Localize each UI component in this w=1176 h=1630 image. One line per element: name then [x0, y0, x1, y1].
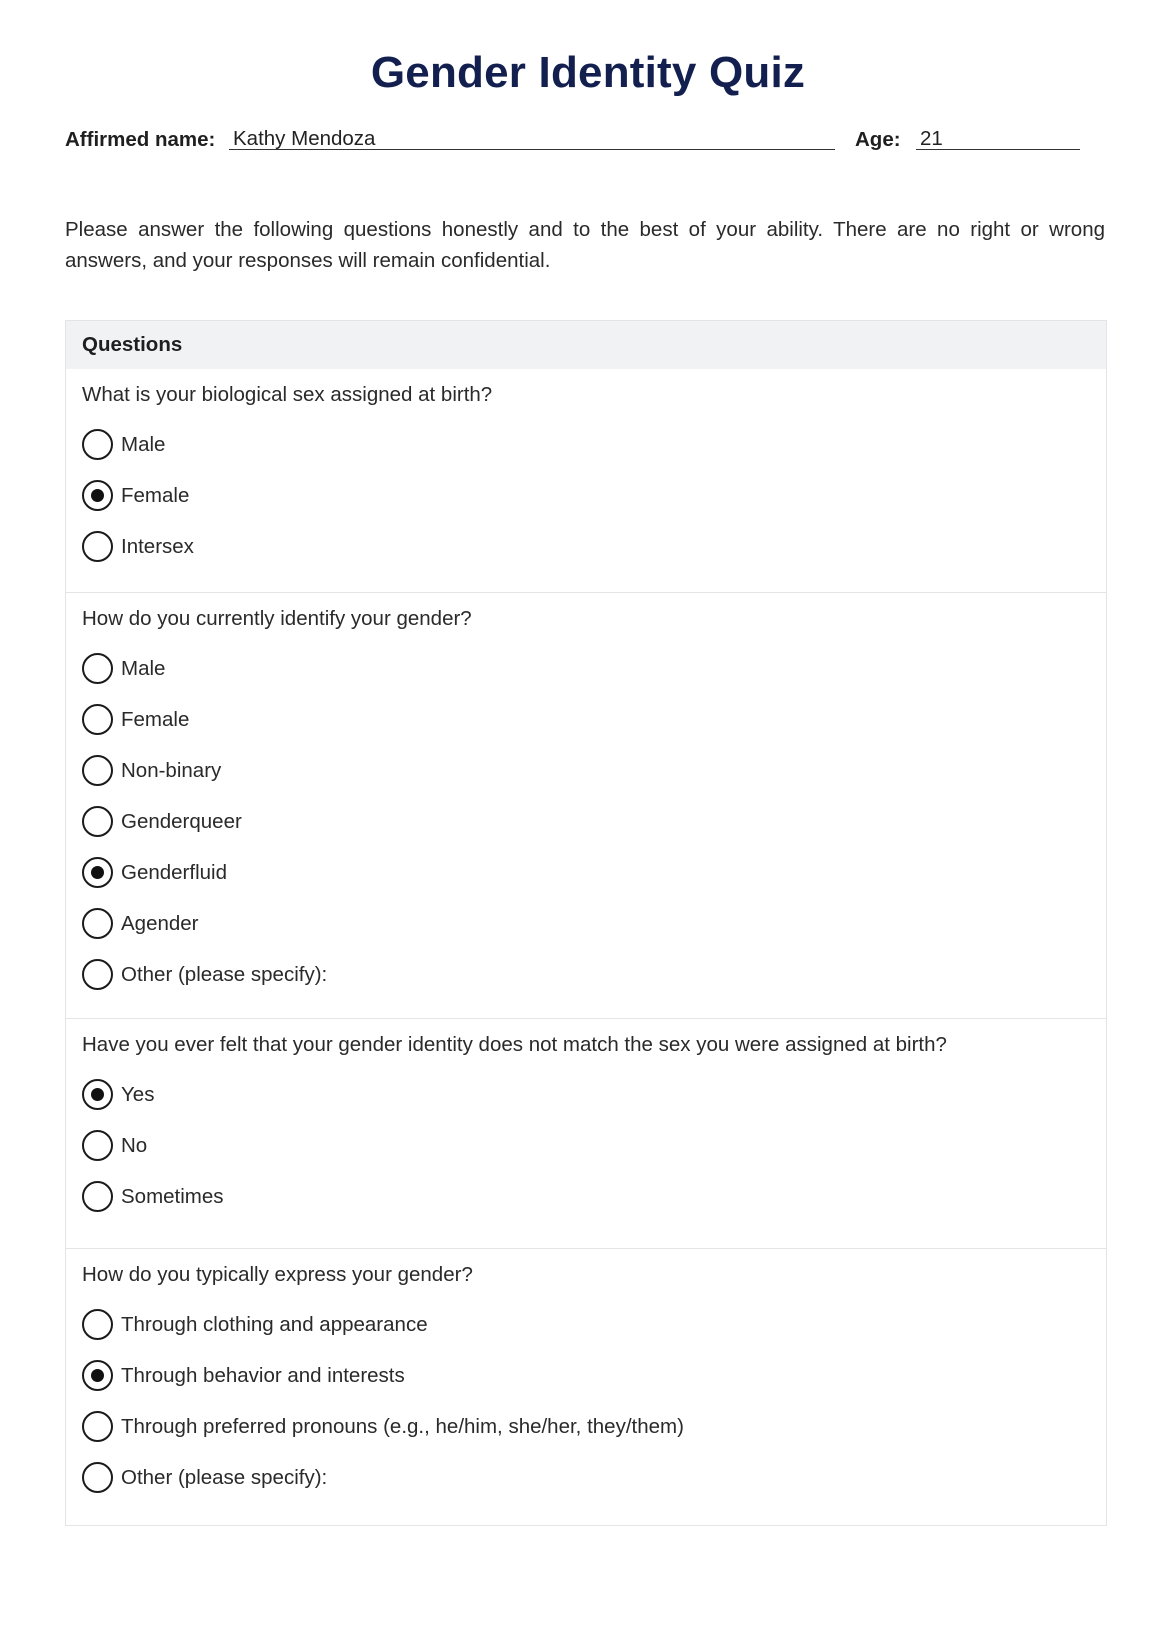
- answer-option[interactable]: [82, 643, 1090, 694]
- age-label: Age:: [855, 128, 901, 151]
- question-text: What is your biological sex assigned at birth?: [82, 383, 493, 406]
- option-label: Female: [121, 483, 190, 507]
- question-text: How do you currently identify your gender?: [82, 607, 472, 630]
- option-label: Male: [121, 432, 166, 456]
- age-field[interactable]: 21: [916, 124, 1080, 150]
- affirmed-name-field[interactable]: Kathy Mendoza: [229, 124, 835, 150]
- radio-button[interactable]: [82, 959, 113, 990]
- radio-button[interactable]: [82, 755, 113, 786]
- radio-button[interactable]: [82, 806, 113, 837]
- answer-option[interactable]: [82, 1452, 1090, 1503]
- question-block: [66, 1248, 1106, 1525]
- questions-table: [65, 320, 1107, 1526]
- option-label: Sometimes: [121, 1184, 224, 1208]
- answer-option[interactable]: [82, 1350, 1090, 1401]
- radio-button[interactable]: [82, 908, 113, 939]
- option-label: Male: [121, 656, 166, 680]
- radio-button[interactable]: [82, 429, 113, 460]
- questions-list: [66, 369, 1106, 1525]
- page-title: Gender Identity Quiz: [370, 48, 806, 97]
- option-label: Through behavior and interests: [121, 1363, 405, 1387]
- answer-option[interactable]: [82, 419, 1090, 470]
- radio-button[interactable]: [82, 704, 113, 735]
- radio-button[interactable]: [82, 653, 113, 684]
- radio-button-selected[interactable]: [82, 1079, 113, 1110]
- question-text: How do you typically express your gender?: [82, 1263, 473, 1286]
- question-text: Have you ever felt that your gender identity does not match the sex you were assigned at birth?: [82, 1033, 947, 1056]
- option-label: Through clothing and appearance: [121, 1312, 428, 1336]
- option-label: Intersex: [121, 534, 194, 558]
- option-label: Other (please specify):: [121, 1465, 328, 1489]
- radio-button-selected[interactable]: [82, 1360, 113, 1391]
- radio-dot-icon: [91, 1369, 104, 1382]
- answer-option[interactable]: [82, 521, 1090, 572]
- radio-button[interactable]: [82, 1130, 113, 1161]
- answer-option[interactable]: [82, 949, 1090, 1000]
- radio-button-selected[interactable]: [82, 857, 113, 888]
- answer-option[interactable]: [82, 694, 1090, 745]
- option-label: Other (please specify):: [121, 962, 328, 986]
- answer-option[interactable]: [82, 898, 1090, 949]
- answer-option[interactable]: [82, 1171, 1090, 1222]
- option-label: Female: [121, 707, 190, 731]
- answer-option[interactable]: [82, 796, 1090, 847]
- option-label: No: [121, 1133, 148, 1157]
- question-block: [66, 1018, 1106, 1248]
- radio-dot-icon: [91, 866, 104, 879]
- option-label: Genderfluid: [121, 860, 227, 884]
- radio-button[interactable]: [82, 1411, 113, 1442]
- option-label: Genderqueer: [121, 809, 242, 833]
- answer-option[interactable]: [82, 745, 1090, 796]
- radio-button[interactable]: [82, 1462, 113, 1493]
- answer-option[interactable]: [82, 847, 1090, 898]
- radio-button[interactable]: [82, 1309, 113, 1340]
- table-header: Questions: [66, 321, 1106, 369]
- affirmed-name-label: Affirmed name:: [65, 128, 216, 151]
- question-block: [66, 592, 1106, 1018]
- radio-dot-icon: [91, 489, 104, 502]
- radio-button[interactable]: [82, 531, 113, 562]
- instructions-text: Please answer the following questions honestly and to the best of your ability. There are no right or wrong answers, and your responses will remain confidential.: [65, 218, 1105, 272]
- option-label: Through preferred pronouns (e.g., he/him, she/her, they/them): [121, 1414, 684, 1438]
- option-label: Yes: [121, 1082, 155, 1106]
- option-label: Agender: [121, 911, 199, 935]
- question-block: [66, 369, 1106, 592]
- answer-option[interactable]: [82, 470, 1090, 521]
- option-label: Non-binary: [121, 758, 222, 782]
- answer-option[interactable]: [82, 1069, 1090, 1120]
- answer-option[interactable]: [82, 1120, 1090, 1171]
- header-fields: [65, 124, 1105, 154]
- radio-dot-icon: [91, 1088, 104, 1101]
- radio-button[interactable]: [82, 1181, 113, 1212]
- answer-option[interactable]: [82, 1299, 1090, 1350]
- answer-option[interactable]: [82, 1401, 1090, 1452]
- radio-button-selected[interactable]: [82, 480, 113, 511]
